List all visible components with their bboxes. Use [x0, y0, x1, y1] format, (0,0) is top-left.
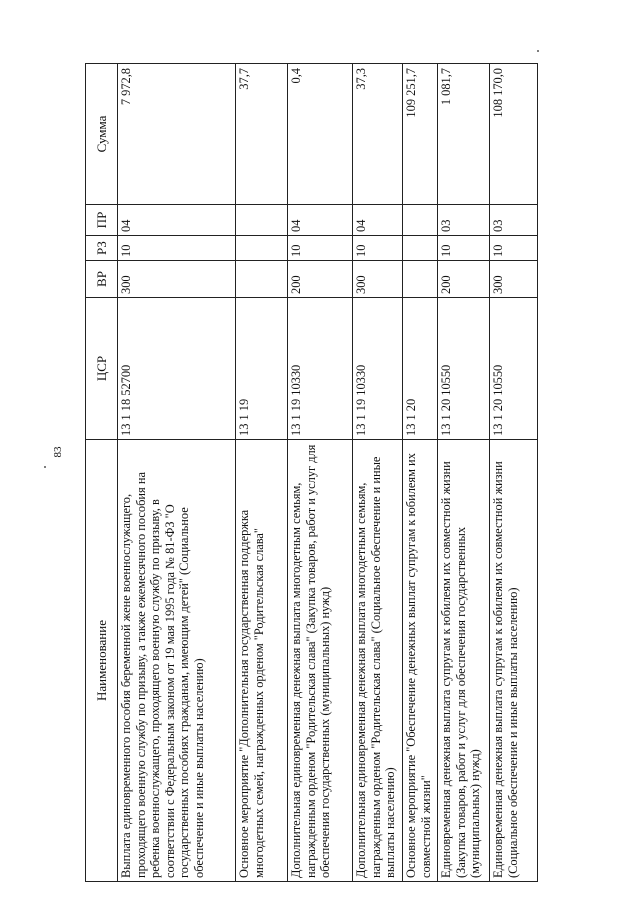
table-header-row — [86, 64, 118, 882]
header-sum: Сумма — [86, 64, 118, 205]
table-row — [353, 64, 403, 882]
cell-sum: 108 170,0 — [490, 64, 538, 205]
cell-sum: 37,7 — [236, 64, 288, 205]
cell-csr: 13 1 20 — [403, 298, 438, 440]
cell-rz: 10 — [353, 236, 403, 261]
cell-pr: 04 — [288, 205, 353, 236]
rotated-table-container — [85, 64, 555, 882]
cell-name: Выплата единовременного пособия беременной жене военнослужащего, проходящего военную службу по призыву, а также ежемесячного пособия на ребенка военнослужащего, проходящего военную службу по призыву, в соответствии с Федеральным законом от 19 мая 1995 года № 81-ФЗ "О государственных пособиях гражданам, имеющим детей" (Социальное обеспечение и иные выплаты населению) — [118, 440, 236, 882]
cell-vr: 300 — [490, 261, 538, 298]
cell-sum: 7 972,8 — [118, 64, 236, 205]
table-row — [118, 64, 236, 882]
cell-rz — [403, 236, 438, 261]
cell-vr: 200 — [288, 261, 353, 298]
cell-name: Основное мероприятие "Дополнительная государственная поддержка многодетных семей, награжденных орденом "Родительская слава" — [236, 440, 288, 882]
header-pr: ПР — [86, 205, 118, 236]
cell-csr: 13 1 19 10330 — [288, 298, 353, 440]
cell-csr: 13 1 19 — [236, 298, 288, 440]
cell-vr: 200 — [438, 261, 490, 298]
cell-rz: 10 — [288, 236, 353, 261]
cell-name: Единовременная денежная выплата супругам к юбилеям их совместной жизни (Закупка товаров, работ и услуг для обеспечения государственных (муниципальных) нужд) — [438, 440, 490, 882]
cell-name: Дополнительная единовременная денежная выплата многодетным семьям, награжденным орденом "Родительская слава" (Социальное обеспечение и иные выплаты населению) — [353, 440, 403, 882]
cell-sum: 1 081,7 — [438, 64, 490, 205]
cell-csr: 13 1 18 52700 — [118, 298, 236, 440]
header-rz: РЗ — [86, 236, 118, 261]
cell-name: Основное мероприятие "Обеспечение денежных выплат супругам к юбилеям их совместной жизни" — [403, 440, 438, 882]
cell-pr: 03 — [438, 205, 490, 236]
cell-sum: 0,4 — [288, 64, 353, 205]
cell-sum: 37,3 — [353, 64, 403, 205]
page-number: 83 — [52, 446, 64, 458]
table-row — [236, 64, 288, 882]
header-csr: ЦСР — [86, 298, 118, 440]
cell-pr: 04 — [118, 205, 236, 236]
header-name: Наименование — [86, 440, 118, 882]
header-vr: ВР — [86, 261, 118, 298]
cell-vr — [403, 261, 438, 298]
budget-table — [85, 63, 538, 882]
cell-vr: 300 — [353, 261, 403, 298]
table-row — [490, 64, 538, 882]
cell-csr: 13 1 20 10550 — [438, 298, 490, 440]
cell-pr: 04 — [353, 205, 403, 236]
cell-pr — [403, 205, 438, 236]
cell-name: Дополнительная единовременная денежная выплата многодетным семьям, награжденным орденом "Родительская слава" (Закупка товаров, работ и услуг для обеспечения государственных (муниципальных) нужд) — [288, 440, 353, 882]
cell-rz: 10 — [490, 236, 538, 261]
speck-mark — [44, 466, 46, 468]
cell-rz: 10 — [118, 236, 236, 261]
cell-vr — [236, 261, 288, 298]
table-row — [438, 64, 490, 882]
cell-rz — [236, 236, 288, 261]
cell-vr: 300 — [118, 261, 236, 298]
table-row — [403, 64, 438, 882]
cell-pr: 03 — [490, 205, 538, 236]
cell-csr: 13 1 20 10550 — [490, 298, 538, 440]
cell-pr — [236, 205, 288, 236]
cell-csr: 13 1 19 10330 — [353, 298, 403, 440]
speck-mark — [537, 50, 539, 52]
table-row — [288, 64, 353, 882]
cell-rz: 10 — [438, 236, 490, 261]
cell-sum: 109 251,7 — [403, 64, 438, 205]
cell-name: Единовременная денежная выплата супругам к юбилеям их совместной жизни (Социальное обеспечение и иные выплаты населению) — [490, 440, 538, 882]
